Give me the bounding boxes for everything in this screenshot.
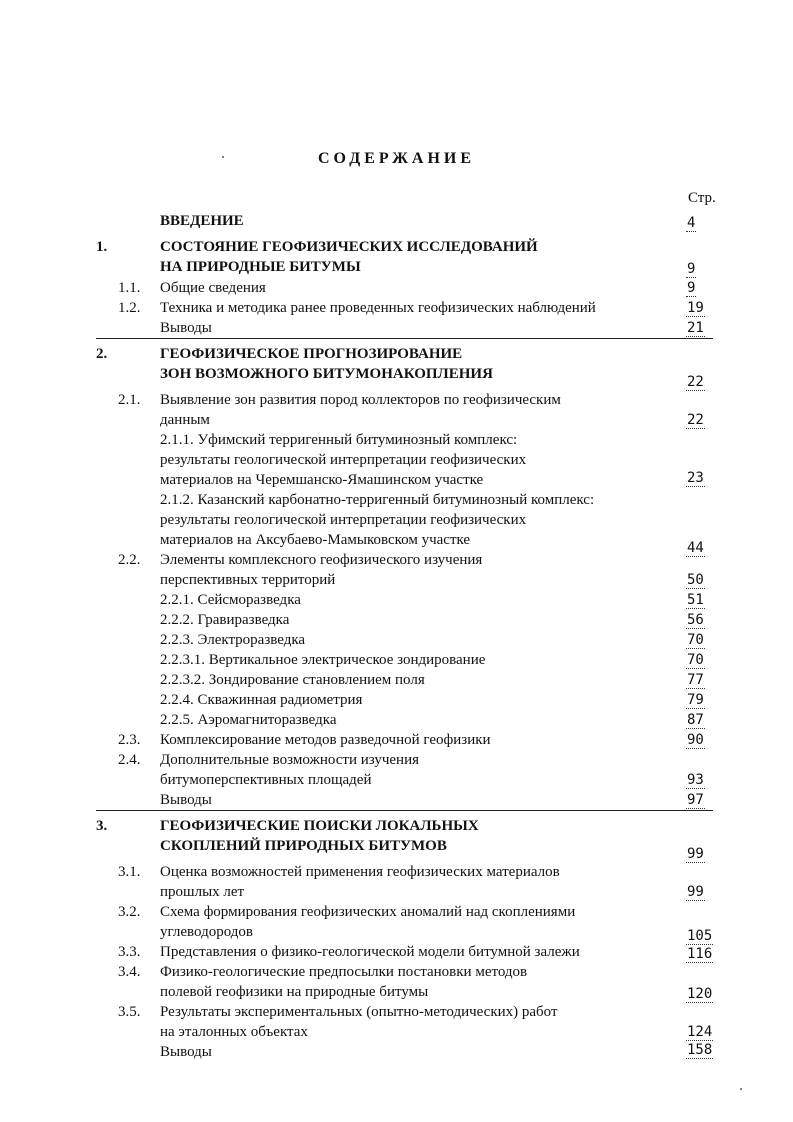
- scan-speck: [740, 1088, 742, 1090]
- toc-entry-text: Выводы: [160, 792, 212, 808]
- toc-entry-text: Результаты экспериментальных (опытно-методических) работ: [160, 1004, 558, 1020]
- toc-entry-text: СОСТОЯНИЕ ГЕОФИЗИЧЕСКИХ ИССЛЕДОВАНИЙ: [160, 239, 538, 255]
- toc-page-number: 93: [687, 772, 704, 788]
- toc-entry-text: СКОПЛЕНИЙ ПРИРОДНЫХ БИТУМОВ: [160, 838, 447, 854]
- toc-entry-text: 2.2.3.2. Зондирование становлением поля: [160, 672, 425, 688]
- toc-entry-number: 1.: [96, 239, 108, 255]
- toc-entry-text: 2.1.1. Уфимский терригенный битуминозный комплекс:: [160, 432, 518, 448]
- toc-entry-text: Комплексирование методов разведочной геофизики: [160, 732, 491, 748]
- toc-entry-text: ГЕОФИЗИЧЕСКИЕ ПОИСКИ ЛОКАЛЬНЫХ: [160, 818, 479, 834]
- toc-page-number: 105: [687, 928, 713, 944]
- toc-page-number: 4: [687, 215, 696, 231]
- toc-entry-text: НА ПРИРОДНЫЕ БИТУМЫ: [160, 259, 361, 275]
- toc-entry-text: 2.2.4. Скважинная радиометрия: [160, 692, 363, 708]
- toc-page-number: 90: [687, 732, 704, 748]
- toc-entry-text: Дополнительные возможности изучения: [160, 752, 420, 768]
- toc-entry-number: 2.: [96, 346, 108, 362]
- toc-entry-text: материалов на Аксубаево-Мамыковском участке: [160, 532, 471, 548]
- toc-entry-number: 3.2.: [118, 904, 141, 920]
- toc-entry-text: 2.2.3. Электроразведка: [160, 632, 306, 648]
- scan-speck: [222, 156, 224, 158]
- toc-entry-text: Выводы: [160, 320, 212, 336]
- toc-entry-text: материалов на Черемшанско-Ямашинском участке: [160, 472, 484, 488]
- toc-entry-text: Техника и методика ранее проведенных геофизических наблюдений: [160, 300, 596, 316]
- toc-page-number: 19: [687, 300, 704, 316]
- toc-entry-text: ЗОН ВОЗМОЖНОГО БИТУМОНАКОПЛЕНИЯ: [160, 366, 493, 382]
- toc-entry-text: полевой геофизики на природные битумы: [160, 984, 429, 1000]
- page-column-header: Стр.: [688, 190, 716, 206]
- toc-page-number: 77: [687, 672, 704, 688]
- toc-entry-text: Физико-геологические предпосылки постановки методов: [160, 964, 528, 980]
- toc-page-number: 97: [687, 792, 704, 808]
- page-title: СОДЕРЖАНИЕ: [317, 150, 476, 167]
- toc-entry-number: 1.2.: [118, 300, 141, 316]
- toc-entry-text: 2.2.3.1. Вертикальное электрическое зондирование: [160, 652, 486, 668]
- toc-entry-number: 2.3.: [118, 732, 141, 748]
- toc-entry-number: 3.3.: [118, 944, 141, 960]
- toc-entry-number: 3.: [96, 818, 108, 834]
- toc-entry-number: 2.2.: [118, 552, 141, 568]
- toc-entry-text: Общие сведения: [160, 280, 266, 296]
- toc-entry-text: ГЕОФИЗИЧЕСКОЕ ПРОГНОЗИРОВАНИЕ: [160, 346, 463, 362]
- toc-page-number: 23: [687, 470, 704, 486]
- toc-page-number: 99: [687, 884, 704, 900]
- toc-entry-number: 1.1.: [118, 280, 141, 296]
- toc-page-number: 22: [687, 374, 704, 390]
- toc-entry-text: 2.2.2. Гравиразведка: [160, 612, 290, 628]
- toc-entry-text: результаты геологической интерпретации геофизических: [160, 512, 527, 528]
- toc-entry-text: Представления о физико-геологической модели битумной залежи: [160, 944, 580, 960]
- toc-page-number: 22: [687, 412, 704, 428]
- toc-entry-text: углеводородов: [160, 924, 253, 940]
- toc-page-number: 50: [687, 572, 704, 588]
- toc-entry-number: 3.4.: [118, 964, 141, 980]
- toc-page-number: 120: [687, 986, 713, 1002]
- toc-entry-text: ВВЕДЕНИЕ: [160, 213, 244, 229]
- toc-entry-text: Выявление зон развития пород коллекторов по геофизическим: [160, 392, 561, 408]
- toc-entry-number: 2.4.: [118, 752, 141, 768]
- toc-page-number: 116: [687, 946, 713, 962]
- toc-page-number: 158: [687, 1042, 713, 1058]
- toc-page-number: 79: [687, 692, 704, 708]
- toc-entry-text: перспективных территорий: [160, 572, 336, 588]
- section-divider: [96, 810, 713, 811]
- section-divider: [96, 338, 713, 339]
- toc-page-number: 51: [687, 592, 704, 608]
- toc-page-number: 56: [687, 612, 704, 628]
- toc-entry-number: 3.1.: [118, 864, 141, 880]
- toc-entry-text: 2.1.2. Казанский карбонатно-терригенный битуминозный комплекс:: [160, 492, 595, 508]
- toc-page-number: 124: [687, 1024, 713, 1040]
- toc-entry-number: 2.1.: [118, 392, 141, 408]
- toc-page-number: 21: [687, 320, 704, 336]
- toc-page-number: 70: [687, 632, 704, 648]
- toc-page-number: 99: [687, 846, 704, 862]
- toc-entry-text: Схема формирования геофизических аномалий над скоплениями: [160, 904, 576, 920]
- toc-entry-text: Выводы: [160, 1044, 212, 1060]
- toc-page-number: 44: [687, 540, 704, 556]
- toc-entry-text: 2.2.1. Сейсморазведка: [160, 592, 301, 608]
- toc-entry-number: 3.5.: [118, 1004, 141, 1020]
- toc-page-number: 70: [687, 652, 704, 668]
- toc-page-number: 9: [687, 280, 696, 296]
- toc-entry-text: битумоперспективных площадей: [160, 772, 372, 788]
- toc-entry-text: на эталонных объектах: [160, 1024, 308, 1040]
- toc-entry-text: данным: [160, 412, 210, 428]
- toc-entry-text: Элементы комплексного геофизического изучения: [160, 552, 483, 568]
- toc-entry-text: Оценка возможностей применения геофизических материалов: [160, 864, 560, 880]
- toc-entry-text: результаты геологической интерпретации геофизических: [160, 452, 527, 468]
- toc-entry-text: прошлых лет: [160, 884, 245, 900]
- toc-page-number: 9: [687, 261, 696, 277]
- toc-page-number: 87: [687, 712, 704, 728]
- toc-entry-text: 2.2.5. Аэромагниторазведка: [160, 712, 337, 728]
